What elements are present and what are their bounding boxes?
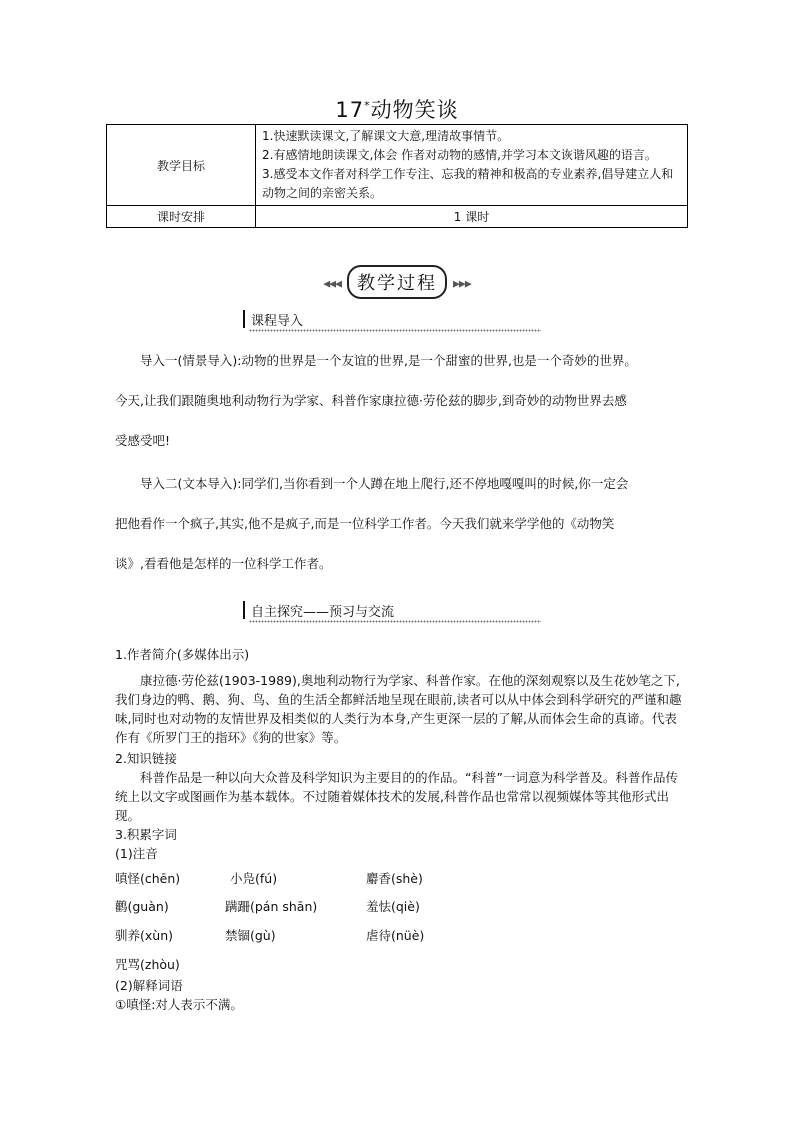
intro-two [115, 464, 695, 584]
pinyin-item: 嗔怪(chēn) [115, 871, 181, 886]
pinyin-item: 咒骂(zhòu) [115, 957, 180, 972]
pinyin-item: 麝香(shè) [366, 871, 423, 886]
author-heading: 1.作者简介(多媒体出示) [115, 647, 250, 662]
pinyin-item: 虐待(nüè) [366, 928, 425, 943]
section-heading-explore [243, 599, 541, 619]
pinyin-item: 驯养(xùn) [115, 928, 173, 943]
intro-line: 导入一(情景导入):动物的世界是一个友谊的世界,是一个甜蜜的世界,也是一个奇妙的世界。 [140, 353, 637, 368]
goal-item: 2.有感情地朗读课文,体会 作者对动物的感情,并学习本文诙谐风趣的语言。 [262, 148, 657, 162]
knowledge-heading: 2.知识链接 [115, 751, 177, 766]
goals-cell [256, 125, 688, 206]
teaching-goals-table [106, 124, 688, 228]
goal-item: 1.快速默读课文,了解课文大意,理清故事情节。 [262, 129, 510, 143]
dotted-divider [249, 620, 541, 623]
pinyin-item: 羞怯(qiè) [366, 899, 420, 914]
section-title: 自主探究——预习与交流 [251, 605, 395, 620]
table-row [107, 206, 688, 228]
left-arrows-icon: ◀◀◀ [323, 279, 341, 290]
vocab-heading: 3.积累字词 [115, 827, 177, 842]
intro-line: 受感受吧! [115, 433, 171, 448]
right-arrows-icon: ▶▶▶ [453, 279, 471, 290]
knowledge-paragraph: 科普作品是一种以向大众普及科学知识为主要目的的作品。“科普”一词意为科学普及。科普作品传统上以文字或图画作为基本载体。不过随着媒体技术的发展,科普作品也常常以视频媒体等其他形式出现。 [115, 770, 678, 823]
pinyin-item: 鹳(guàn) [115, 899, 169, 914]
intro-line: 把他看作一个疯子,其实,他不是疯子,而是一位科学工作者。今天我们就来学学他的《动物笑 [115, 516, 615, 531]
page-title: 17*动物笑谈 [335, 98, 459, 122]
pinyin-item: 禁锢(gù) [225, 928, 276, 943]
dotted-divider [249, 329, 541, 332]
pinyin-item: 小凫(fú) [230, 871, 278, 886]
schedule-value: 1 课时 [256, 206, 688, 228]
section-heading-intro [243, 308, 541, 328]
goals-label: 教学目标 [107, 125, 256, 206]
table-row [107, 125, 688, 206]
intro-one [115, 341, 695, 461]
author-paragraph: 康拉德·劳伦兹(1903-1989),奥地利动物行为学家、科普作家。在他的深刻观察以及生花妙笔之下,我们身边的鸭、鹅、狗、鸟、鱼的生活全都鲜活地呈现在眼前,读者可以从中体会到科学研究的严谨和趣味,同时也对动物的友情世界及相类似的人类行为本身,产生更深一层的了解,从而体会生命的真谛。代表作有《所罗门王的指环》《狗的世家》等。 [115, 673, 682, 745]
process-banner [0, 265, 794, 299]
pinyin-item: 蹒跚(pán shān) [225, 899, 318, 914]
process-banner-text: 教学过程 [347, 265, 447, 299]
section-bar-icon [243, 601, 245, 619]
section-title: 课程导入 [251, 314, 304, 329]
vocab-sub-definition: (2)解释词语 [115, 978, 183, 993]
definition-item: ①嗔怪:对人表示不满。 [115, 997, 243, 1012]
section-bar-icon [243, 310, 245, 328]
goal-item: 3.感受本文作者对科学工作专注、忘我的精神和极高的专业素养,倡导建立人和动物之间的亲密关系。 [262, 167, 674, 200]
intro-line: 今天,让我们跟随奥地利动物行为学家、科普作家康拉德·劳伦兹的脚步,到奇妙的动物世界去感 [115, 393, 627, 408]
intro-line: 谈》,看看他是怎样的一位科学工作者。 [115, 556, 332, 571]
schedule-label: 课时安排 [107, 206, 256, 228]
intro-line: 导入二(文本导入):同学们,当你看到一个人蹲在地上爬行,还不停地嘎嘎叫的时候,你一定会 [140, 476, 629, 491]
vocab-sub-pinyin: (1)注音 [115, 846, 158, 861]
